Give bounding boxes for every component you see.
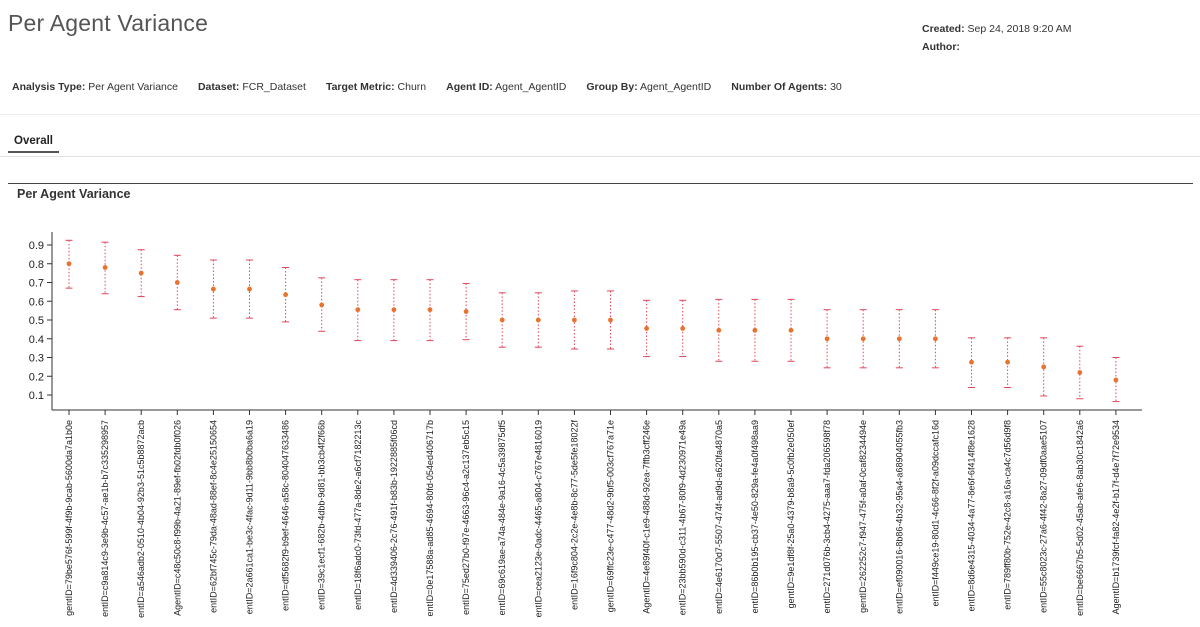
created-value: Sep 24, 2018 9:20 AM (967, 23, 1072, 35)
x-tick-label: entID=86b0b195-cb37-4e50-829a-fe4a0f498aa9 (749, 420, 760, 614)
x-tick-label: entID=23bb590d-c311-4b67-80f9-4d230971e49a (677, 420, 688, 616)
x-tick-label: entID=271d076b-3cb4-4275-aaa7-fda206598f78 (822, 420, 833, 614)
info-label: Agent ID: (446, 81, 493, 93)
info-value: Churn (397, 81, 427, 93)
x-tick-label: entID=df5682f9-b9ef-4646-a58c-804047633486 (280, 420, 291, 611)
data-point (1114, 378, 1119, 383)
x-tick-label: gentID=69ffc23e-c477-48d2-9bf5-003cf767a71e (605, 420, 616, 613)
info-label: Dataset: (197, 81, 240, 93)
x-tick-label: entID=75ed27b0-f97e-4663-96c4-a2c137eb5c15 (461, 419, 472, 615)
info-label: Number Of Agents: (731, 81, 828, 93)
data-point (500, 318, 505, 323)
x-tick-label: entID=55c8023c-27a6-4f42-8a27-09df0aae5107 (1038, 420, 1049, 613)
data-point (211, 287, 216, 292)
data-point (67, 261, 72, 266)
panel-title: Per Agent Variance (17, 187, 131, 201)
data-point (933, 336, 938, 341)
created-label: Created: (922, 23, 965, 35)
info-value: Agent_AgentID (495, 81, 567, 93)
data-point (897, 336, 902, 341)
x-tick-label: entID=789ff80b-752e-42c8-a16a-ca4c7d56d9f8 (1002, 420, 1013, 610)
data-point (753, 328, 758, 333)
x-tick-label: AgentID=4e89f40f-c1e9-488d-92ea-7ffb3cff246e (641, 420, 652, 614)
x-tick-label: entID=be6667b5-5d02-45ab-afe6-8ab30c1842a6 (1074, 420, 1085, 616)
data-point (428, 307, 433, 312)
data-point (608, 318, 613, 323)
data-point (355, 307, 360, 312)
y-tick-label: 0.3 (28, 352, 44, 365)
tab-overall[interactable]: Overall (8, 135, 59, 153)
data-point (716, 328, 721, 333)
y-tick-label: 0.8 (28, 258, 44, 271)
page-title: Per Agent Variance (8, 10, 209, 36)
data-point (825, 336, 830, 341)
x-tick-label: entID=4e6170d7-5507-474f-ad9d-a620fa4870a5 (713, 420, 724, 614)
data-point (969, 360, 974, 365)
x-tick-label: entID=18f6adc0-73fd-477a-8de2-a6cf7182213c (352, 420, 363, 610)
x-tick-label: entID=c9a814c9-3e9b-4c57-ae1b-b7c335298957 (100, 420, 111, 617)
x-tick-label: entID=4d339406-2c76-491f-b83b-1922885f06cd (388, 420, 399, 613)
data-point (572, 318, 577, 323)
x-tick-label: entID=2a661ca1-be3c-4fac-9d11-9bb8b0ba6a19 (244, 420, 255, 615)
data-point (175, 280, 180, 285)
x-tick-label: gentID=262252c7-f947-475f-a0af-0caf8234494e (858, 419, 869, 613)
data-point (1005, 360, 1010, 365)
data-point (247, 287, 252, 292)
x-tick-label: entID=ef090016-8b86-4b32-95a4-a68904055fb3 (894, 420, 905, 614)
data-point (1077, 370, 1082, 375)
data-point (644, 326, 649, 331)
x-tick-label: entID=16f9c804-2c2e-4e8b-8c77-5de5fe18022f (569, 420, 580, 610)
y-tick-label: 0.5 (28, 315, 44, 327)
data-point (103, 265, 108, 270)
info-label: Target Metric: (325, 81, 395, 93)
y-tick-label: 0.2 (28, 371, 44, 384)
data-point (536, 318, 541, 323)
data-point (319, 303, 324, 308)
x-tick-label: entID=a546adb2-0510-4b04-92b3-51c5b8872acb (136, 420, 147, 618)
data-point (789, 328, 794, 333)
x-tick-label: AgentID=c48c50c8-f99b-4a21-89ef-fb02fdb0f026 (172, 420, 183, 616)
x-tick-label: AgentID=b1739fcf-fa82-4e2f-b17f-d4e7f72e9534 (1110, 420, 1121, 615)
data-point (139, 271, 144, 276)
info-label: Group By: (586, 81, 638, 93)
info-label: Analysis Type: (12, 81, 86, 93)
x-tick-label: gentID=9e1df8f-25a0-4379-b8a9-5c0fb2e050ef (786, 420, 796, 609)
info-value: Per Agent Variance (88, 81, 178, 93)
x-tick-label: entID=cea2123e-0adc-4465-a804-c767e4816019 (533, 420, 544, 618)
x-tick-label: entID=0e17588a-ad85-4694-80fd-054ed406717b (425, 420, 435, 617)
x-tick-label: entID=62bf745c-79da-48ad-88ef-8c4e25150654 (208, 420, 219, 613)
y-tick-label: 0.9 (28, 240, 44, 252)
y-tick-label: 0.1 (28, 390, 44, 402)
data-point (1041, 364, 1046, 369)
info-value: Agent_AgentID (640, 81, 712, 93)
data-point (861, 336, 866, 341)
data-point (464, 309, 469, 314)
y-tick-label: 0.6 (28, 296, 44, 309)
data-point (283, 292, 288, 297)
author-label: Author: (922, 41, 960, 53)
data-point (392, 307, 397, 312)
x-tick-label: entID=8d6e4315-4034-4a77-8e6f-6f414f8e1628 (966, 420, 977, 612)
x-tick-label: entID=69c619ae-a74a-484e-9a16-4c5a39875df5 (497, 420, 508, 616)
y-tick-label: 0.4 (28, 333, 44, 346)
x-tick-label: entID=39c1ecf1-682b-4dbb-9d81-bb3cb4f2f66b (316, 420, 327, 610)
data-point (680, 326, 685, 331)
info-value: 30 (830, 81, 842, 93)
x-tick-label: gentID=79be576f-599f-4f9b-9cab-5600da7a1b0e (64, 420, 74, 616)
x-tick-label: entID=f449ce19-80d1-4c66-8f2f-a09dccafc16d (930, 420, 941, 607)
info-value: FCR_Dataset (242, 81, 306, 93)
y-tick-label: 0.7 (28, 277, 44, 290)
